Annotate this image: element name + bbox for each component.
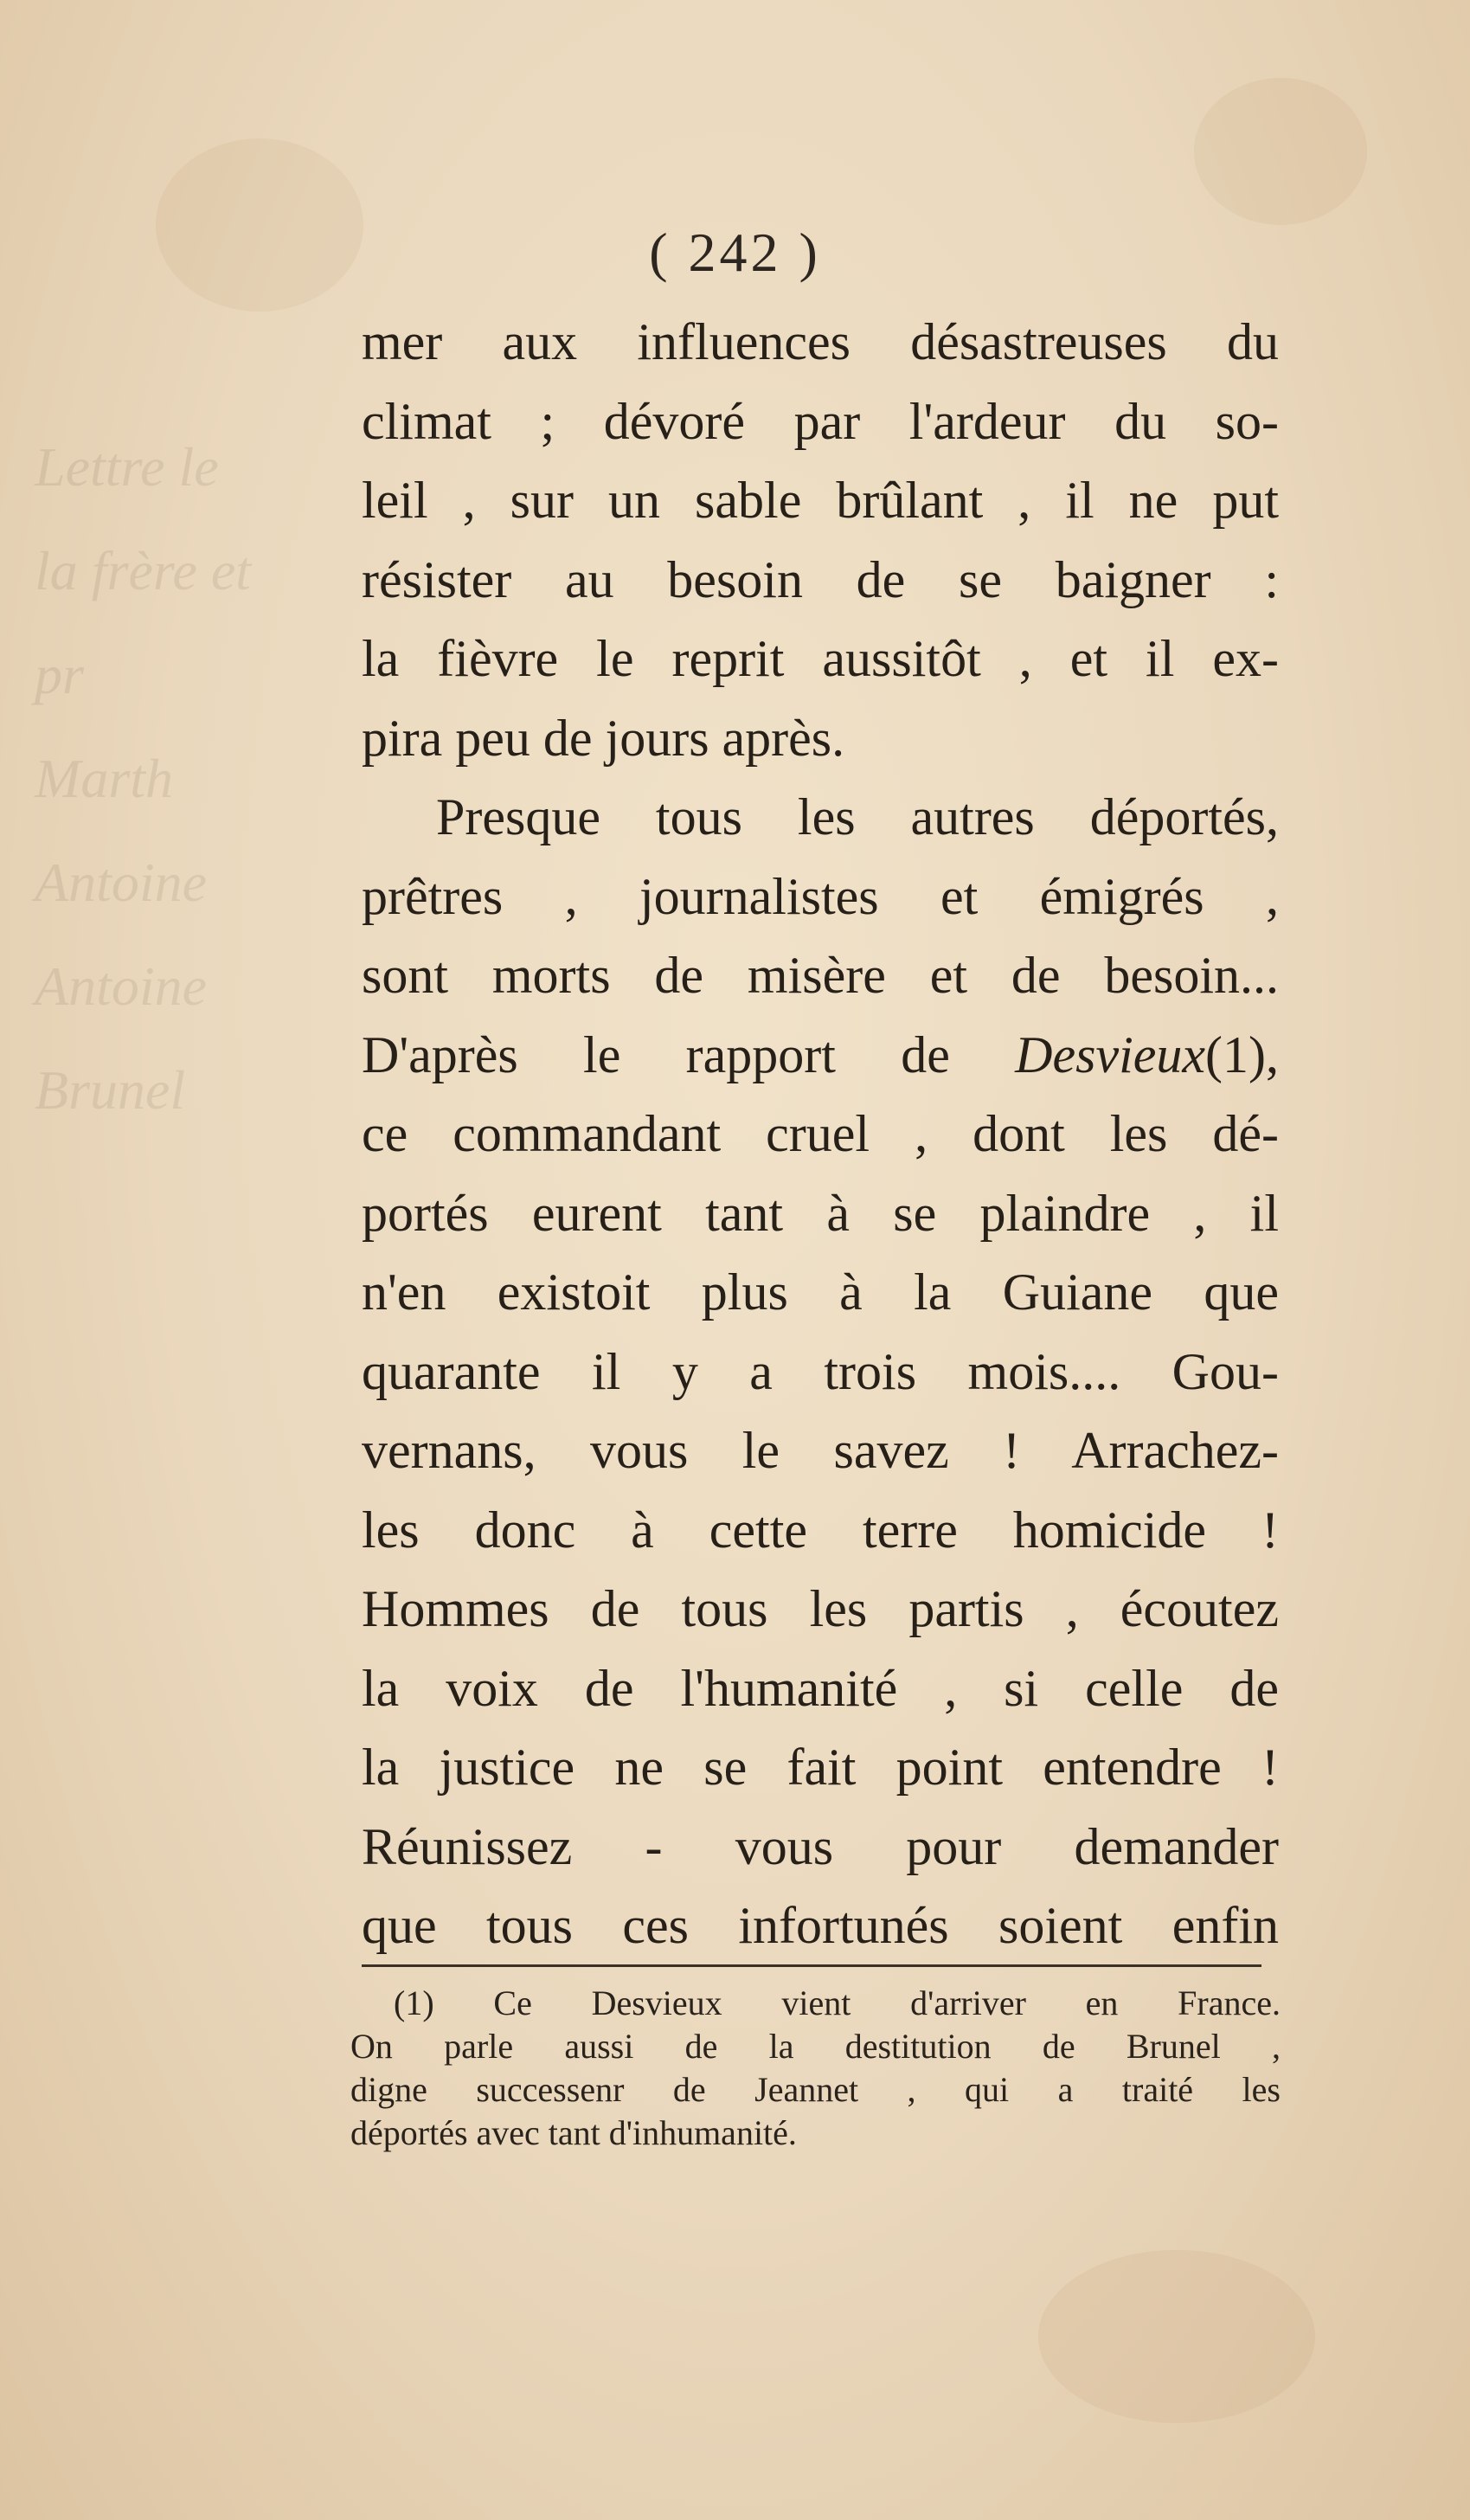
text-line: leil , sur un sable brûlant , il ne put <box>362 472 1279 529</box>
text-line: Presque tous les autres déportés, <box>436 788 1279 845</box>
main-text <box>362 303 1279 1966</box>
footnote <box>350 1982 1281 2155</box>
text-line: pira peu de jours après. <box>362 709 845 767</box>
text-line: mer aux influences désastreuses du <box>362 313 1279 370</box>
footnote-line: (1) Ce Desvieux vient d'arriver en France. <box>394 1983 1281 2022</box>
text-line: la voix de l'humanité , si celle de <box>362 1659 1279 1717</box>
bleed-line: Antoine <box>35 955 208 1017</box>
bleed-line: Brunel <box>35 1059 186 1121</box>
footnote-divider <box>362 1964 1261 1967</box>
text-line: prêtres , journalistes et émigrés , <box>362 867 1279 925</box>
page-number: ( 242 ) <box>649 222 821 283</box>
text-line: les donc à cette terre homicide ! <box>362 1501 1279 1559</box>
bleed-line: la frère et <box>35 540 251 601</box>
bleed-line: Lettre le <box>35 436 219 498</box>
text-line: ce commandant cruel , dont les dé- <box>362 1105 1279 1162</box>
text-line: Hommes de tous les partis , écoutez <box>362 1580 1279 1637</box>
text-line: climat ; dévoré par l'ardeur du so- <box>362 392 1279 450</box>
bleed-line: pr <box>35 644 84 705</box>
footnote-line: On parle aussi de la destitution de Brunel , <box>350 2027 1281 2066</box>
footnote-reference: (1), <box>1205 1025 1279 1083</box>
text-line: Réunissez - vous pour demander <box>362 1817 1279 1875</box>
text-line: résister au besoin de se baigner : <box>362 550 1279 608</box>
text-line: n'en existoit plus à la Guiane que <box>362 1263 1279 1321</box>
italic-name: Desvieux <box>1015 1025 1206 1083</box>
bleed-line: Antoine <box>35 852 208 913</box>
text-segment: D'après le rapport de <box>362 1025 950 1083</box>
paper-stain <box>1038 2250 1315 2423</box>
paper-stain <box>1194 78 1367 225</box>
footnote-line: digne successenr de Jeannet , qui a traité les <box>350 2070 1281 2109</box>
text-line-with-footnote <box>362 1016 1279 1096</box>
footnote-line: déportés avec tant d'inhumanité. <box>350 2113 797 2152</box>
bleed-through-handwriting <box>35 415 260 1887</box>
bleed-line: Marth <box>35 748 173 809</box>
text-line: portés eurent tant à se plaindre , il <box>362 1184 1279 1242</box>
text-line: la justice ne se fait point entendre ! <box>362 1739 1279 1796</box>
text-line: sont morts de misère et de besoin... <box>362 947 1279 1004</box>
text-line: vernans, vous le savez ! Arrachez- <box>362 1422 1279 1479</box>
text-line: la fièvre le reprit aussitôt , et il ex- <box>362 630 1279 687</box>
text-line: que tous ces infortunés soient enfin <box>362 1897 1279 1954</box>
text-line: quarante il y a trois mois.... Gou- <box>362 1342 1279 1400</box>
